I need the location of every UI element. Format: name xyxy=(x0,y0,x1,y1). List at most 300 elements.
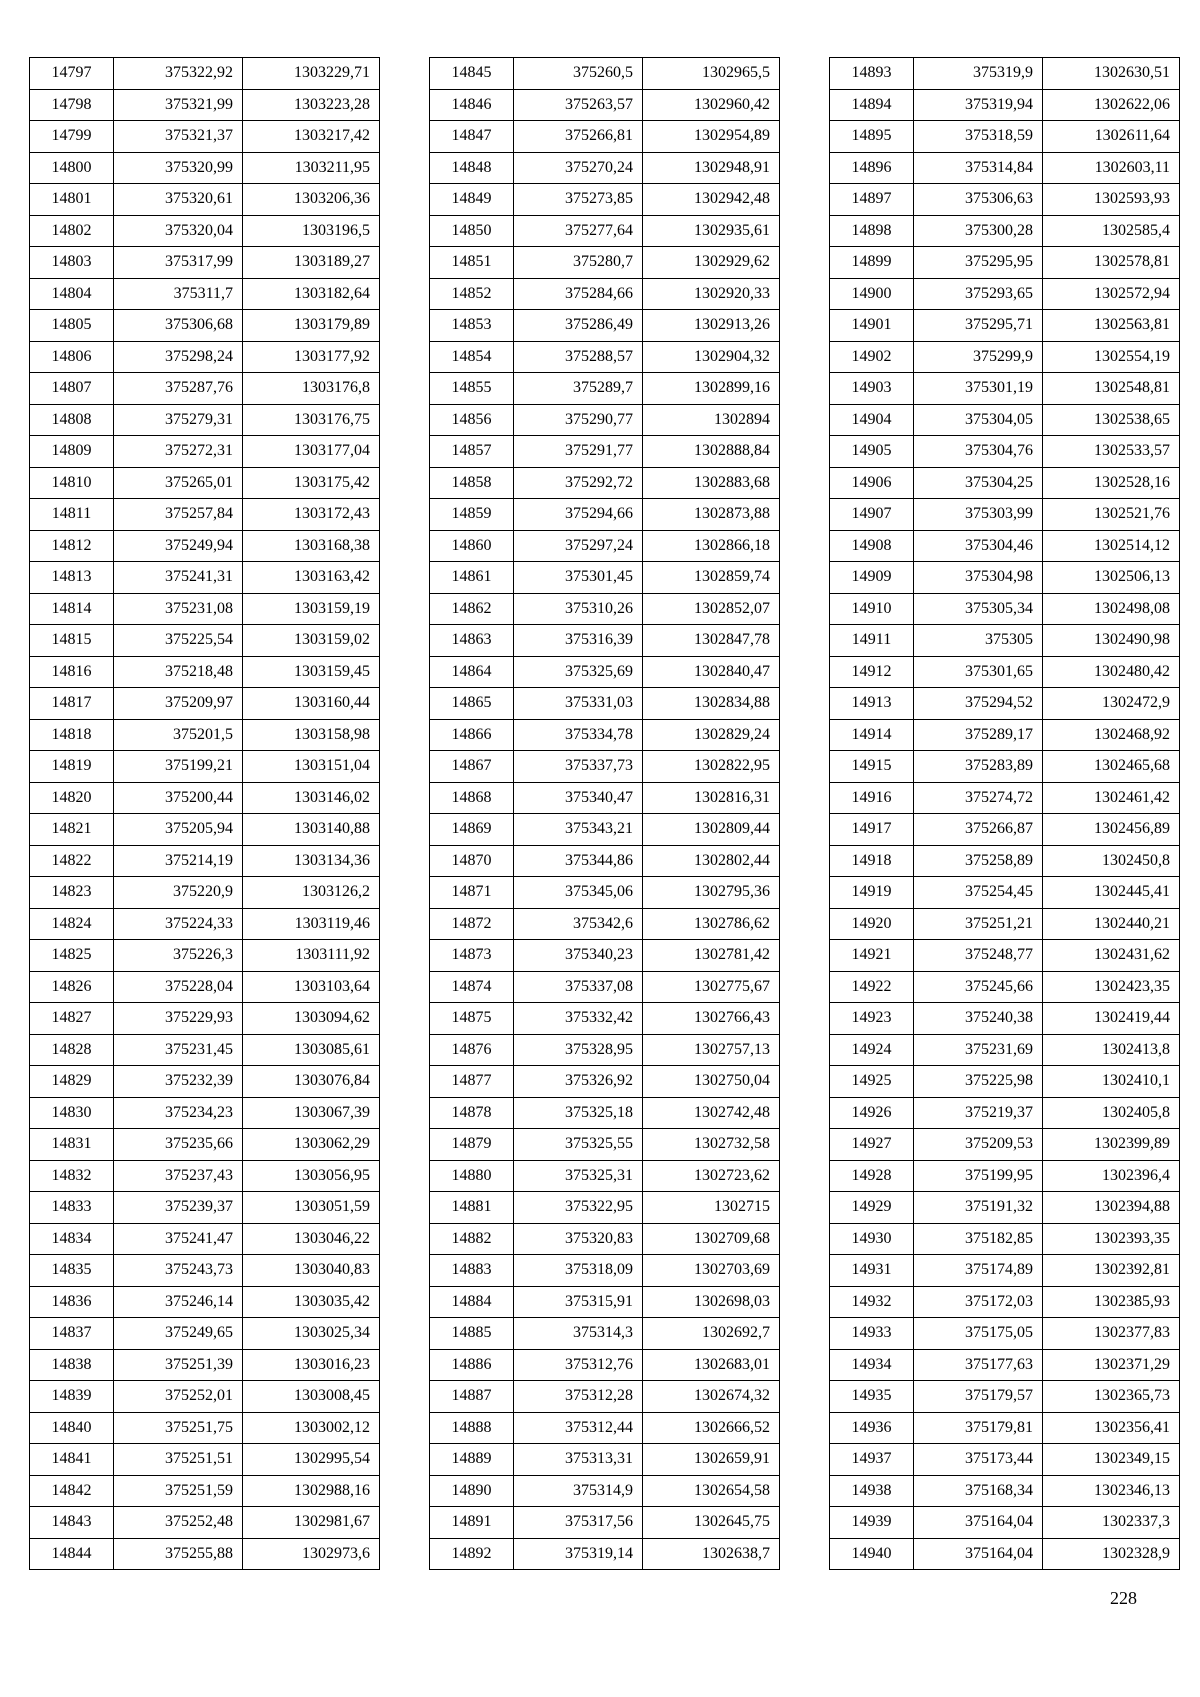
x-coordinate-cell: 375337,08 xyxy=(514,971,643,1003)
table-row xyxy=(30,184,380,216)
table-row xyxy=(830,215,1180,247)
x-coordinate-cell: 375317,99 xyxy=(114,247,243,279)
table-row xyxy=(430,593,780,625)
table-row xyxy=(430,404,780,436)
x-coordinate-cell: 375231,45 xyxy=(114,1034,243,1066)
y-coordinate-cell: 1302538,65 xyxy=(1043,404,1180,436)
point-number-cell: 14873 xyxy=(430,940,514,972)
table-row xyxy=(430,1066,780,1098)
point-number-cell: 14840 xyxy=(30,1412,114,1444)
y-coordinate-cell: 1303176,75 xyxy=(243,404,380,436)
y-coordinate-cell: 1302703,69 xyxy=(643,1255,780,1287)
point-number-cell: 14893 xyxy=(830,58,914,90)
table-row xyxy=(830,593,1180,625)
x-coordinate-cell: 375325,31 xyxy=(514,1160,643,1192)
y-coordinate-cell: 1303103,64 xyxy=(243,971,380,1003)
x-coordinate-cell: 375257,84 xyxy=(114,499,243,531)
x-coordinate-cell: 375199,95 xyxy=(914,1160,1043,1192)
y-coordinate-cell: 1302394,88 xyxy=(1043,1192,1180,1224)
point-number-cell: 14864 xyxy=(430,656,514,688)
point-number-cell: 14870 xyxy=(430,845,514,877)
point-number-cell: 14881 xyxy=(430,1192,514,1224)
point-number-cell: 14829 xyxy=(30,1066,114,1098)
x-coordinate-cell: 375164,04 xyxy=(914,1538,1043,1570)
table-row xyxy=(30,1160,380,1192)
y-coordinate-cell: 1303040,83 xyxy=(243,1255,380,1287)
table-row xyxy=(430,1286,780,1318)
point-number-cell: 14911 xyxy=(830,625,914,657)
point-number-cell: 14834 xyxy=(30,1223,114,1255)
point-number-cell: 14891 xyxy=(430,1507,514,1539)
point-number-cell: 14871 xyxy=(430,877,514,909)
x-coordinate-cell: 375310,26 xyxy=(514,593,643,625)
table-row xyxy=(830,89,1180,121)
x-coordinate-cell: 375243,73 xyxy=(114,1255,243,1287)
point-number-cell: 14886 xyxy=(430,1349,514,1381)
x-coordinate-cell: 375292,72 xyxy=(514,467,643,499)
point-number-cell: 14812 xyxy=(30,530,114,562)
point-number-cell: 14938 xyxy=(830,1475,914,1507)
y-coordinate-cell: 1303196,5 xyxy=(243,215,380,247)
y-coordinate-cell: 1302913,26 xyxy=(643,310,780,342)
y-coordinate-cell: 1302809,44 xyxy=(643,814,780,846)
table-row xyxy=(30,215,380,247)
y-coordinate-cell: 1302775,67 xyxy=(643,971,780,1003)
y-coordinate-cell: 1302840,47 xyxy=(643,656,780,688)
point-number-cell: 14929 xyxy=(830,1192,914,1224)
x-coordinate-cell: 375332,42 xyxy=(514,1003,643,1035)
table-row xyxy=(430,971,780,1003)
x-coordinate-cell: 375311,7 xyxy=(114,278,243,310)
y-coordinate-cell: 1303163,42 xyxy=(243,562,380,594)
y-coordinate-cell: 1302981,67 xyxy=(243,1507,380,1539)
y-coordinate-cell: 1303126,2 xyxy=(243,877,380,909)
table-row xyxy=(830,1255,1180,1287)
y-coordinate-cell: 1303056,95 xyxy=(243,1160,380,1192)
table-row xyxy=(30,940,380,972)
table-row xyxy=(430,940,780,972)
y-coordinate-cell: 1302346,13 xyxy=(1043,1475,1180,1507)
coordinate-table-3 xyxy=(829,57,1180,1570)
x-coordinate-cell: 375182,85 xyxy=(914,1223,1043,1255)
table-row xyxy=(30,1412,380,1444)
point-number-cell: 14937 xyxy=(830,1444,914,1476)
y-coordinate-cell: 1302465,68 xyxy=(1043,751,1180,783)
table-row xyxy=(830,1003,1180,1035)
point-number-cell: 14924 xyxy=(830,1034,914,1066)
point-number-cell: 14930 xyxy=(830,1223,914,1255)
point-number-cell: 14850 xyxy=(430,215,514,247)
point-number-cell: 14923 xyxy=(830,1003,914,1035)
point-number-cell: 14797 xyxy=(30,58,114,90)
point-number-cell: 14935 xyxy=(830,1381,914,1413)
point-number-cell: 14916 xyxy=(830,782,914,814)
point-number-cell: 14913 xyxy=(830,688,914,720)
point-number-cell: 14927 xyxy=(830,1129,914,1161)
y-coordinate-cell: 1303051,59 xyxy=(243,1192,380,1224)
y-coordinate-cell: 1303025,34 xyxy=(243,1318,380,1350)
point-number-cell: 14802 xyxy=(30,215,114,247)
table-row xyxy=(430,436,780,468)
y-coordinate-cell: 1302572,94 xyxy=(1043,278,1180,310)
point-number-cell: 14813 xyxy=(30,562,114,594)
x-coordinate-cell: 375286,49 xyxy=(514,310,643,342)
y-coordinate-cell: 1302377,83 xyxy=(1043,1318,1180,1350)
point-number-cell: 14920 xyxy=(830,908,914,940)
table-row xyxy=(430,58,780,90)
y-coordinate-cell: 1302715 xyxy=(643,1192,780,1224)
y-coordinate-cell: 1303151,04 xyxy=(243,751,380,783)
x-coordinate-cell: 375234,23 xyxy=(114,1097,243,1129)
x-coordinate-cell: 375205,94 xyxy=(114,814,243,846)
table-row xyxy=(30,1349,380,1381)
x-coordinate-cell: 375304,76 xyxy=(914,436,1043,468)
y-coordinate-cell: 1302521,76 xyxy=(1043,499,1180,531)
y-coordinate-cell: 1303008,45 xyxy=(243,1381,380,1413)
y-coordinate-cell: 1302410,1 xyxy=(1043,1066,1180,1098)
x-coordinate-cell: 375251,39 xyxy=(114,1349,243,1381)
x-coordinate-cell: 375214,19 xyxy=(114,845,243,877)
x-coordinate-cell: 375293,65 xyxy=(914,278,1043,310)
table-row xyxy=(430,1097,780,1129)
y-coordinate-cell: 1302973,6 xyxy=(243,1538,380,1570)
y-coordinate-cell: 1303217,42 xyxy=(243,121,380,153)
y-coordinate-cell: 1302929,62 xyxy=(643,247,780,279)
point-number-cell: 14889 xyxy=(430,1444,514,1476)
y-coordinate-cell: 1302888,84 xyxy=(643,436,780,468)
x-coordinate-cell: 375312,28 xyxy=(514,1381,643,1413)
table-row xyxy=(30,625,380,657)
point-number-cell: 14933 xyxy=(830,1318,914,1350)
table-row xyxy=(430,1412,780,1444)
y-coordinate-cell: 1302866,18 xyxy=(643,530,780,562)
y-coordinate-cell: 1302472,9 xyxy=(1043,688,1180,720)
table-row xyxy=(830,1286,1180,1318)
y-coordinate-cell: 1303035,42 xyxy=(243,1286,380,1318)
x-coordinate-cell: 375279,31 xyxy=(114,404,243,436)
x-coordinate-cell: 375319,14 xyxy=(514,1538,643,1570)
x-coordinate-cell: 375280,7 xyxy=(514,247,643,279)
point-number-cell: 14843 xyxy=(30,1507,114,1539)
table-row xyxy=(430,1160,780,1192)
point-number-cell: 14818 xyxy=(30,719,114,751)
table-row xyxy=(430,719,780,751)
page-number: 228 xyxy=(1110,1588,1137,1608)
table-row xyxy=(830,971,1180,1003)
x-coordinate-cell: 375232,39 xyxy=(114,1066,243,1098)
point-number-cell: 14856 xyxy=(430,404,514,436)
x-coordinate-cell: 375277,64 xyxy=(514,215,643,247)
y-coordinate-cell: 1302698,03 xyxy=(643,1286,780,1318)
table-row xyxy=(430,499,780,531)
table-row xyxy=(830,278,1180,310)
table-row xyxy=(30,436,380,468)
y-coordinate-cell: 1303146,02 xyxy=(243,782,380,814)
point-number-cell: 14866 xyxy=(430,719,514,751)
x-coordinate-cell: 375320,99 xyxy=(114,152,243,184)
x-coordinate-cell: 375246,14 xyxy=(114,1286,243,1318)
x-coordinate-cell: 375291,77 xyxy=(514,436,643,468)
point-number-cell: 14798 xyxy=(30,89,114,121)
x-coordinate-cell: 375263,57 xyxy=(514,89,643,121)
y-coordinate-cell: 1303062,29 xyxy=(243,1129,380,1161)
point-number-cell: 14823 xyxy=(30,877,114,909)
y-coordinate-cell: 1302960,42 xyxy=(643,89,780,121)
y-coordinate-cell: 1302965,5 xyxy=(643,58,780,90)
table-row xyxy=(830,467,1180,499)
table-row xyxy=(830,1097,1180,1129)
point-number-cell: 14869 xyxy=(430,814,514,846)
point-number-cell: 14810 xyxy=(30,467,114,499)
table-row xyxy=(430,373,780,405)
point-number-cell: 14902 xyxy=(830,341,914,373)
point-number-cell: 14875 xyxy=(430,1003,514,1035)
table-row xyxy=(30,1034,380,1066)
table-row xyxy=(30,1003,380,1035)
point-number-cell: 14839 xyxy=(30,1381,114,1413)
point-number-cell: 14832 xyxy=(30,1160,114,1192)
table-row xyxy=(830,940,1180,972)
y-coordinate-cell: 1302654,58 xyxy=(643,1475,780,1507)
point-number-cell: 14804 xyxy=(30,278,114,310)
y-coordinate-cell: 1303140,88 xyxy=(243,814,380,846)
x-coordinate-cell: 375306,68 xyxy=(114,310,243,342)
point-number-cell: 14914 xyxy=(830,719,914,751)
y-coordinate-cell: 1302431,62 xyxy=(1043,940,1180,972)
y-coordinate-cell: 1303046,22 xyxy=(243,1223,380,1255)
table-row xyxy=(30,688,380,720)
table-row xyxy=(830,562,1180,594)
point-number-cell: 14837 xyxy=(30,1318,114,1350)
y-coordinate-cell: 1302709,68 xyxy=(643,1223,780,1255)
x-coordinate-cell: 375251,51 xyxy=(114,1444,243,1476)
table-row xyxy=(430,625,780,657)
y-coordinate-cell: 1302533,57 xyxy=(1043,436,1180,468)
table-row xyxy=(30,814,380,846)
point-number-cell: 14821 xyxy=(30,814,114,846)
table-row xyxy=(830,1412,1180,1444)
point-number-cell: 14876 xyxy=(430,1034,514,1066)
x-coordinate-cell: 375334,78 xyxy=(514,719,643,751)
y-coordinate-cell: 1303211,95 xyxy=(243,152,380,184)
y-coordinate-cell: 1302645,75 xyxy=(643,1507,780,1539)
table-row xyxy=(30,58,380,90)
table-row xyxy=(830,782,1180,814)
y-coordinate-cell: 1302834,88 xyxy=(643,688,780,720)
table-row xyxy=(430,247,780,279)
x-coordinate-cell: 375319,94 xyxy=(914,89,1043,121)
table-row xyxy=(430,656,780,688)
y-coordinate-cell: 1303067,39 xyxy=(243,1097,380,1129)
point-number-cell: 14915 xyxy=(830,751,914,783)
x-coordinate-cell: 375252,48 xyxy=(114,1507,243,1539)
x-coordinate-cell: 375318,09 xyxy=(514,1255,643,1287)
point-number-cell: 14934 xyxy=(830,1349,914,1381)
point-number-cell: 14910 xyxy=(830,593,914,625)
table-row xyxy=(830,184,1180,216)
point-number-cell: 14816 xyxy=(30,656,114,688)
y-coordinate-cell: 1303158,98 xyxy=(243,719,380,751)
x-coordinate-cell: 375219,37 xyxy=(914,1097,1043,1129)
y-coordinate-cell: 1302423,35 xyxy=(1043,971,1180,1003)
y-coordinate-cell: 1302528,16 xyxy=(1043,467,1180,499)
point-number-cell: 14833 xyxy=(30,1192,114,1224)
x-coordinate-cell: 375274,72 xyxy=(914,782,1043,814)
y-coordinate-cell: 1302593,93 xyxy=(1043,184,1180,216)
y-coordinate-cell: 1303160,44 xyxy=(243,688,380,720)
table-row xyxy=(430,1255,780,1287)
table-row xyxy=(830,1192,1180,1224)
table-row xyxy=(30,1192,380,1224)
x-coordinate-cell: 375289,7 xyxy=(514,373,643,405)
point-number-cell: 14867 xyxy=(430,751,514,783)
point-number-cell: 14836 xyxy=(30,1286,114,1318)
x-coordinate-cell: 375225,98 xyxy=(914,1066,1043,1098)
x-coordinate-cell: 375224,33 xyxy=(114,908,243,940)
x-coordinate-cell: 375191,32 xyxy=(914,1192,1043,1224)
point-number-cell: 14826 xyxy=(30,971,114,1003)
table-row xyxy=(830,247,1180,279)
point-number-cell: 14849 xyxy=(430,184,514,216)
y-coordinate-cell: 1302829,24 xyxy=(643,719,780,751)
y-coordinate-cell: 1302942,48 xyxy=(643,184,780,216)
table-row xyxy=(430,1381,780,1413)
y-coordinate-cell: 1302603,11 xyxy=(1043,152,1180,184)
x-coordinate-cell: 375299,9 xyxy=(914,341,1043,373)
point-number-cell: 14842 xyxy=(30,1475,114,1507)
table-row xyxy=(430,278,780,310)
point-number-cell: 14862 xyxy=(430,593,514,625)
y-coordinate-cell: 1302554,19 xyxy=(1043,341,1180,373)
table-row xyxy=(30,373,380,405)
point-number-cell: 14912 xyxy=(830,656,914,688)
point-number-cell: 14858 xyxy=(430,467,514,499)
table-row xyxy=(430,121,780,153)
table-row xyxy=(430,1349,780,1381)
x-coordinate-cell: 375258,89 xyxy=(914,845,1043,877)
point-number-cell: 14820 xyxy=(30,782,114,814)
table-row xyxy=(30,593,380,625)
table-row xyxy=(430,845,780,877)
point-number-cell: 14835 xyxy=(30,1255,114,1287)
table-row xyxy=(830,530,1180,562)
table-row xyxy=(30,1475,380,1507)
y-coordinate-cell: 1302514,12 xyxy=(1043,530,1180,562)
y-coordinate-cell: 1302445,41 xyxy=(1043,877,1180,909)
x-coordinate-cell: 375312,76 xyxy=(514,1349,643,1381)
point-number-cell: 14909 xyxy=(830,562,914,594)
x-coordinate-cell: 375226,3 xyxy=(114,940,243,972)
table-row xyxy=(30,89,380,121)
point-number-cell: 14906 xyxy=(830,467,914,499)
x-coordinate-cell: 375284,66 xyxy=(514,278,643,310)
y-coordinate-cell: 1303229,71 xyxy=(243,58,380,90)
point-number-cell: 14857 xyxy=(430,436,514,468)
x-coordinate-cell: 375300,28 xyxy=(914,215,1043,247)
x-coordinate-cell: 375325,55 xyxy=(514,1129,643,1161)
y-coordinate-cell: 1302802,44 xyxy=(643,845,780,877)
table-row xyxy=(30,278,380,310)
x-coordinate-cell: 375225,54 xyxy=(114,625,243,657)
y-coordinate-cell: 1302468,92 xyxy=(1043,719,1180,751)
table-row xyxy=(830,1507,1180,1539)
x-coordinate-cell: 375249,65 xyxy=(114,1318,243,1350)
y-coordinate-cell: 1302385,93 xyxy=(1043,1286,1180,1318)
point-number-cell: 14919 xyxy=(830,877,914,909)
table-row xyxy=(830,310,1180,342)
x-coordinate-cell: 375304,25 xyxy=(914,467,1043,499)
table-row xyxy=(30,310,380,342)
y-coordinate-cell: 1302393,35 xyxy=(1043,1223,1180,1255)
y-coordinate-cell: 1302337,3 xyxy=(1043,1507,1180,1539)
point-number-cell: 14908 xyxy=(830,530,914,562)
table-row xyxy=(430,530,780,562)
point-number-cell: 14900 xyxy=(830,278,914,310)
y-coordinate-cell: 1303159,19 xyxy=(243,593,380,625)
x-coordinate-cell: 375201,5 xyxy=(114,719,243,751)
table-row xyxy=(430,908,780,940)
y-coordinate-cell: 1302498,08 xyxy=(1043,593,1180,625)
x-coordinate-cell: 375270,24 xyxy=(514,152,643,184)
point-number-cell: 14863 xyxy=(430,625,514,657)
point-number-cell: 14854 xyxy=(430,341,514,373)
point-number-cell: 14817 xyxy=(30,688,114,720)
x-coordinate-cell: 375255,88 xyxy=(114,1538,243,1570)
x-coordinate-cell: 375289,17 xyxy=(914,719,1043,751)
table-row xyxy=(830,152,1180,184)
table-row xyxy=(430,814,780,846)
table-row xyxy=(30,1066,380,1098)
point-number-cell: 14859 xyxy=(430,499,514,531)
y-coordinate-cell: 1302450,8 xyxy=(1043,845,1180,877)
y-coordinate-cell: 1302456,89 xyxy=(1043,814,1180,846)
point-number-cell: 14895 xyxy=(830,121,914,153)
x-coordinate-cell: 375340,47 xyxy=(514,782,643,814)
y-coordinate-cell: 1302904,32 xyxy=(643,341,780,373)
table-row xyxy=(430,152,780,184)
y-coordinate-cell: 1302419,44 xyxy=(1043,1003,1180,1035)
table-row xyxy=(830,751,1180,783)
x-coordinate-cell: 375304,46 xyxy=(914,530,1043,562)
point-number-cell: 14825 xyxy=(30,940,114,972)
table-row xyxy=(830,877,1180,909)
x-coordinate-cell: 375340,23 xyxy=(514,940,643,972)
x-coordinate-cell: 375305,34 xyxy=(914,593,1043,625)
point-number-cell: 14901 xyxy=(830,310,914,342)
x-coordinate-cell: 375322,92 xyxy=(114,58,243,90)
point-number-cell: 14926 xyxy=(830,1097,914,1129)
point-number-cell: 14838 xyxy=(30,1349,114,1381)
table-row xyxy=(30,562,380,594)
x-coordinate-cell: 375266,87 xyxy=(914,814,1043,846)
x-coordinate-cell: 375177,63 xyxy=(914,1349,1043,1381)
point-number-cell: 14905 xyxy=(830,436,914,468)
x-coordinate-cell: 375199,21 xyxy=(114,751,243,783)
y-coordinate-cell: 1303016,23 xyxy=(243,1349,380,1381)
point-number-cell: 14828 xyxy=(30,1034,114,1066)
y-coordinate-cell: 1303175,42 xyxy=(243,467,380,499)
table-row xyxy=(830,1066,1180,1098)
x-coordinate-cell: 375317,56 xyxy=(514,1507,643,1539)
y-coordinate-cell: 1303172,43 xyxy=(243,499,380,531)
y-coordinate-cell: 1302585,4 xyxy=(1043,215,1180,247)
table-row xyxy=(430,1129,780,1161)
x-coordinate-cell: 375328,95 xyxy=(514,1034,643,1066)
point-number-cell: 14805 xyxy=(30,310,114,342)
x-coordinate-cell: 375305 xyxy=(914,625,1043,657)
x-coordinate-cell: 375314,84 xyxy=(914,152,1043,184)
x-coordinate-cell: 375320,04 xyxy=(114,215,243,247)
